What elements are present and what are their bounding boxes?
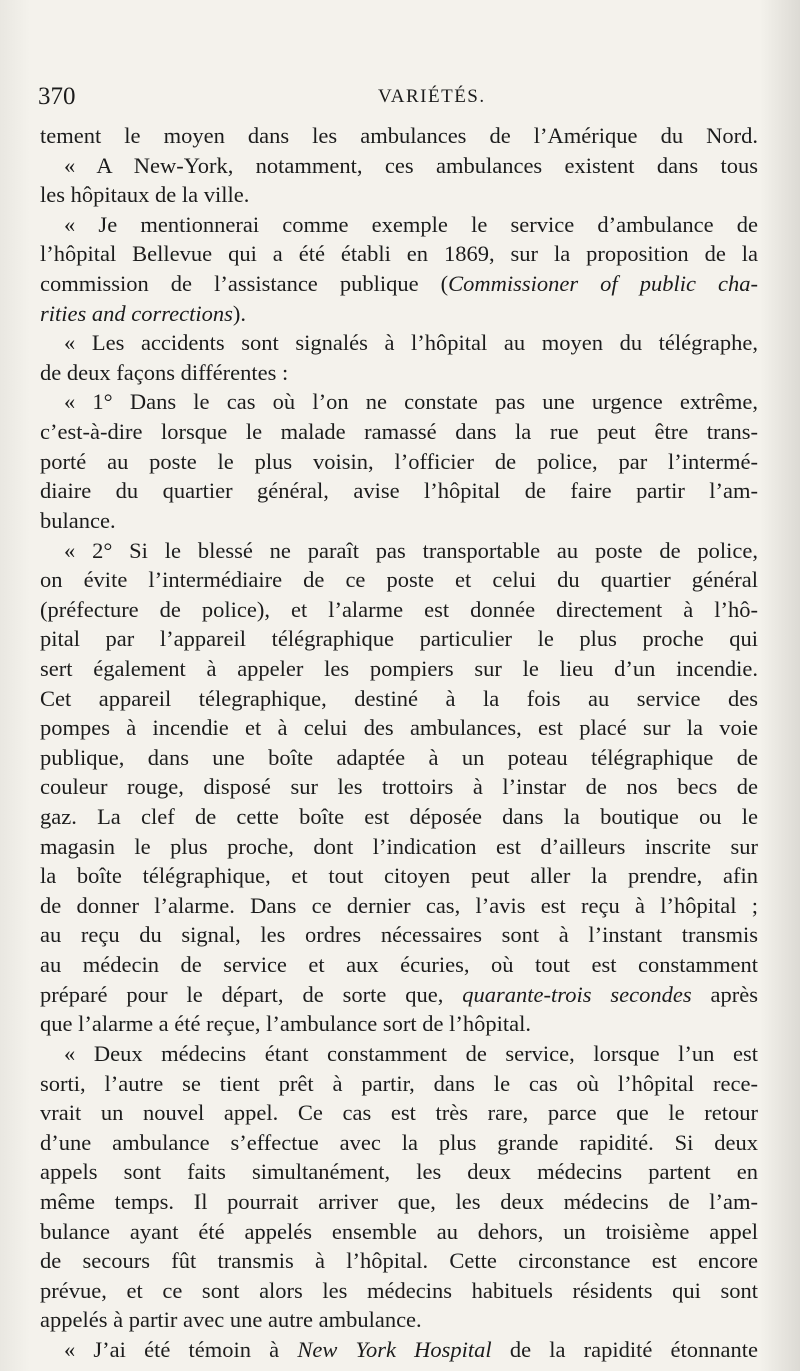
text-line: pital par l’appareil télégraphique particulier le plus proche qui (40, 626, 758, 652)
text-line: « Je mentionnerai comme exemple le service d’ambulance de (64, 211, 758, 237)
text-line: « 2° Si le blessé ne paraît pas transportable au poste de police, (64, 537, 758, 563)
text-line: préparé pour le départ, de sorte que, quarante-trois secondes après (40, 981, 758, 1007)
text-line: « Les accidents sont signalés à l’hôpital au moyen du télégraphe, (64, 330, 758, 356)
text-line: « J’ai été témoin à New York Hospital de la rapidité étonnante (64, 1337, 758, 1362)
text-line: Cet appareil télegraphique, destiné à la fois au service des (40, 685, 758, 711)
text-line: rities and corrections). (40, 300, 247, 326)
text-line: « Deux médecins étant constamment de service, lorsque l’un est (64, 1040, 758, 1066)
text-line: d’une ambulance s’effectue avec la plus grande rapidité. Si deux (40, 1129, 758, 1155)
text-line: « A New-York, notamment, ces ambulances existent dans tous (64, 152, 758, 178)
text-line: vrait un nouvel appel. Ce cas est très rare, parce que le retour (40, 1100, 758, 1126)
text-line: magasin le plus proche, dont l’indication est d’ailleurs inscrite sur (40, 833, 758, 859)
text-line: la boîte télégraphique, et tout citoyen peut aller la prendre, afin (40, 863, 758, 889)
text-line: l’hôpital Bellevue qui a été établi en 1869, sur la proposition de la (40, 241, 758, 267)
text-line: pompes à incendie et à celui des ambulances, est placé sur la voie (40, 715, 758, 741)
page-number: 370 (38, 83, 76, 110)
text-line: commission de l’assistance publique (Commissioner of public cha- (40, 271, 758, 297)
text-line: bulance. (40, 507, 116, 533)
text-line: appelés à partir avec une autre ambulance. (40, 1307, 422, 1333)
text-line: les hôpitaux de la ville. (40, 182, 250, 208)
text-line: même temps. Il pourrait arriver que, les deux médecins de l’am- (40, 1188, 758, 1214)
page-header (38, 80, 778, 114)
text-line: sert également à appeler les pompiers sur le lieu d’un incendie. (40, 655, 758, 681)
text-line: diaire du quartier général, avise l’hôpital de faire partir l’am- (40, 478, 758, 504)
text-line: on évite l’intermédiaire de ce poste et celui du quartier général (40, 567, 758, 593)
text-line: de secours fût transmis à l’hôpital. Cette circonstance est encore (40, 1248, 758, 1274)
text-line: sorti, l’autre se tient prêt à partir, dans le cas où l’hôpital rece- (40, 1070, 758, 1096)
text-line: « 1° Dans le cas où l’on ne constate pas une urgence extrême, (64, 389, 758, 415)
text-line: tement le moyen dans les ambulances de l’Amérique du Nord. (40, 123, 758, 148)
text-line: (préfecture de police), et l’alarme est donnée directement à l’hô- (40, 596, 758, 622)
text-line: appels sont faits simultanément, les deux médecins partent en (40, 1159, 758, 1185)
text-line: de deux façons différentes : (40, 359, 289, 385)
text-line: porté au poste le plus voisin, l’officier de police, par l’intermé- (40, 448, 758, 474)
text-line: que l’alarme a été reçue, l’ambulance sort de l’hôpital. (40, 1011, 532, 1037)
text-line: publique, dans une boîte adaptée à un poteau télégraphique de (40, 744, 758, 770)
text-line: c’est-à-dire lorsque le malade ramassé dans la rue peut être trans- (40, 419, 758, 445)
text-line: gaz. La clef de cette boîte est déposée dans la boutique ou le (40, 804, 758, 830)
text-line: au reçu du signal, les ordres nécessaires sont à l’instant transmis (40, 922, 758, 948)
text-line: bulance ayant été appelés ensemble au dehors, un troisième appel (40, 1218, 758, 1244)
text-line: couleur rouge, disposé sur les trottoirs à l’instar de nos becs de (40, 774, 758, 800)
text-line: prévue, et ce sont alors les médecins habituels résidents qui sont (40, 1277, 758, 1303)
text-line: au médecin de service et aux écuries, où tout est constamment (40, 952, 758, 978)
text-line: de donner l’alarme. Dans ce dernier cas, l’avis est reçu à l’hôpital ; (40, 892, 758, 918)
running-head: VARIÉTÉS. (378, 86, 486, 107)
